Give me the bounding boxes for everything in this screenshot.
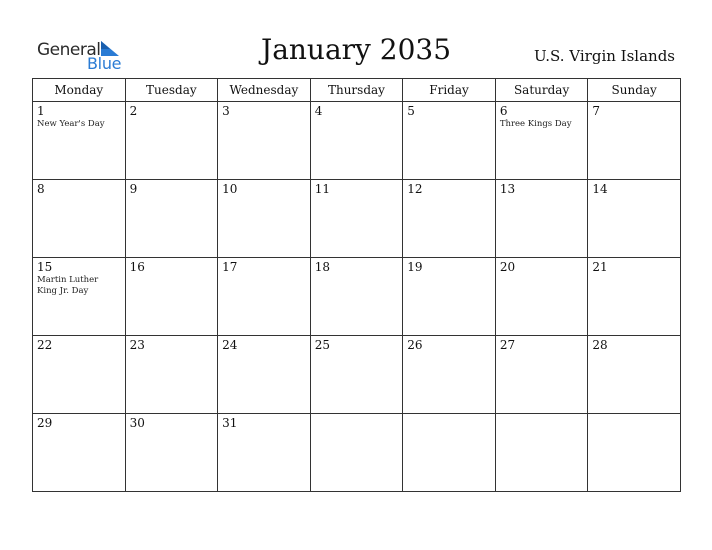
- day-number: 24: [222, 338, 238, 352]
- week-row: [33, 258, 681, 336]
- day-number: 4: [314, 104, 323, 118]
- holiday-label: [588, 274, 680, 275]
- holiday-label: Three Kings Day: [499, 119, 572, 129]
- holiday-label: [126, 196, 218, 197]
- holiday-label: Martin Luther King Jr. Day: [37, 275, 99, 296]
- day-number: 26: [407, 338, 423, 352]
- holiday-label: [311, 118, 403, 119]
- day-number: 28: [592, 338, 608, 352]
- day-cell: [33, 336, 126, 414]
- weekday-header-row: [33, 79, 681, 102]
- day-cell: [495, 258, 588, 336]
- region-label: U.S. Virgin Islands: [534, 47, 675, 65]
- day-number: 14: [592, 182, 608, 196]
- week-row: [33, 102, 681, 180]
- day-cell: [403, 102, 496, 180]
- weekday-header: Sunday: [588, 79, 681, 102]
- day-number: 25: [314, 338, 330, 352]
- day-cell: [310, 102, 403, 180]
- day-cell: [588, 180, 681, 258]
- day-cell: [310, 258, 403, 336]
- day-cell: [125, 258, 218, 336]
- holiday-label: [311, 416, 403, 417]
- day-number: 19: [407, 260, 423, 274]
- weekday-header: Friday: [403, 79, 496, 102]
- day-number: 16: [129, 260, 145, 274]
- day-number: 29: [37, 416, 53, 430]
- day-cell: [218, 258, 311, 336]
- holiday-label: [496, 416, 588, 417]
- day-number: 11: [314, 182, 330, 196]
- day-cell: [125, 102, 218, 180]
- holiday-label: New Year's Day: [37, 119, 105, 129]
- weekday-header: Thursday: [310, 79, 403, 102]
- day-number: 22: [37, 338, 53, 352]
- day-cell: [588, 414, 681, 492]
- day-cell: [33, 414, 126, 492]
- day-number: 23: [129, 338, 145, 352]
- day-number: 30: [129, 416, 145, 430]
- day-cell: [403, 258, 496, 336]
- holiday-label: [218, 352, 310, 353]
- day-number: 20: [499, 260, 516, 274]
- holiday-label: [588, 352, 680, 353]
- day-cell: [495, 336, 588, 414]
- holiday-label: [588, 118, 680, 119]
- holiday-label: [403, 416, 495, 417]
- day-number: 8: [37, 182, 45, 196]
- holiday-label: [311, 352, 403, 353]
- day-number: 7: [592, 104, 601, 118]
- day-number: 3: [222, 104, 230, 118]
- week-row: [33, 414, 681, 492]
- holiday-label: [126, 352, 218, 353]
- holiday-label: [218, 118, 310, 119]
- weekday-header: Monday: [33, 79, 126, 102]
- day-cell: [495, 414, 588, 492]
- day-cell: [218, 414, 311, 492]
- holiday-label: [33, 352, 125, 353]
- day-number: 21: [592, 260, 608, 274]
- day-cell: [218, 336, 311, 414]
- holiday-label: [496, 352, 588, 353]
- holiday-label: [218, 274, 310, 275]
- day-number: 6: [499, 104, 508, 118]
- day-cell: [218, 102, 311, 180]
- day-cell: [125, 336, 218, 414]
- day-cell: [403, 336, 496, 414]
- holiday-label: [403, 274, 495, 275]
- day-cell: [588, 102, 681, 180]
- day-number: 2: [129, 104, 138, 118]
- day-cell: [495, 102, 588, 180]
- weekday-header: Wednesday: [218, 79, 311, 102]
- holiday-label: [126, 118, 218, 119]
- day-cell: [310, 180, 403, 258]
- day-cell: [588, 336, 681, 414]
- day-number: 15: [37, 260, 53, 274]
- day-number: 9: [129, 182, 138, 196]
- day-number: 27: [499, 338, 516, 352]
- holiday-label: [311, 274, 403, 275]
- holiday-label: [403, 352, 495, 353]
- day-cell: [310, 336, 403, 414]
- day-number: 31: [222, 416, 238, 430]
- holiday-label: [33, 430, 125, 431]
- holiday-label: [588, 416, 680, 417]
- day-cell: [403, 414, 496, 492]
- day-cell: [218, 180, 311, 258]
- day-number: 13: [499, 182, 516, 196]
- week-row: [33, 180, 681, 258]
- day-cell: [403, 180, 496, 258]
- week-row: [33, 336, 681, 414]
- logo-text-general: General: [37, 40, 101, 60]
- holiday-label: [33, 196, 125, 197]
- holiday-label: [496, 274, 588, 275]
- day-cell: [125, 180, 218, 258]
- day-cell: [33, 258, 126, 336]
- day-number: 17: [222, 260, 238, 274]
- day-number: 10: [222, 182, 238, 196]
- weekday-header: Saturday: [495, 79, 588, 102]
- day-number: 12: [407, 182, 423, 196]
- holiday-label: [403, 118, 495, 119]
- holiday-label: [126, 274, 218, 275]
- page-title: January 2035: [260, 33, 452, 66]
- day-cell: [33, 102, 126, 180]
- day-cell: [125, 414, 218, 492]
- day-number: 5: [407, 104, 415, 118]
- holiday-label: [588, 196, 680, 197]
- calendar-grid: [32, 78, 681, 492]
- day-cell: [33, 180, 126, 258]
- holiday-label: [496, 196, 588, 197]
- holiday-label: [218, 430, 310, 431]
- holiday-label: [311, 196, 403, 197]
- holiday-label: [403, 196, 495, 197]
- day-cell: [588, 258, 681, 336]
- day-number: 1: [37, 104, 45, 118]
- day-cell: [310, 414, 403, 492]
- holiday-label: [218, 196, 310, 197]
- holiday-label: [126, 430, 218, 431]
- weekday-header: Tuesday: [125, 79, 218, 102]
- day-number: 18: [314, 260, 330, 274]
- logo-text-blue: Blue: [87, 54, 122, 73]
- day-cell: [495, 180, 588, 258]
